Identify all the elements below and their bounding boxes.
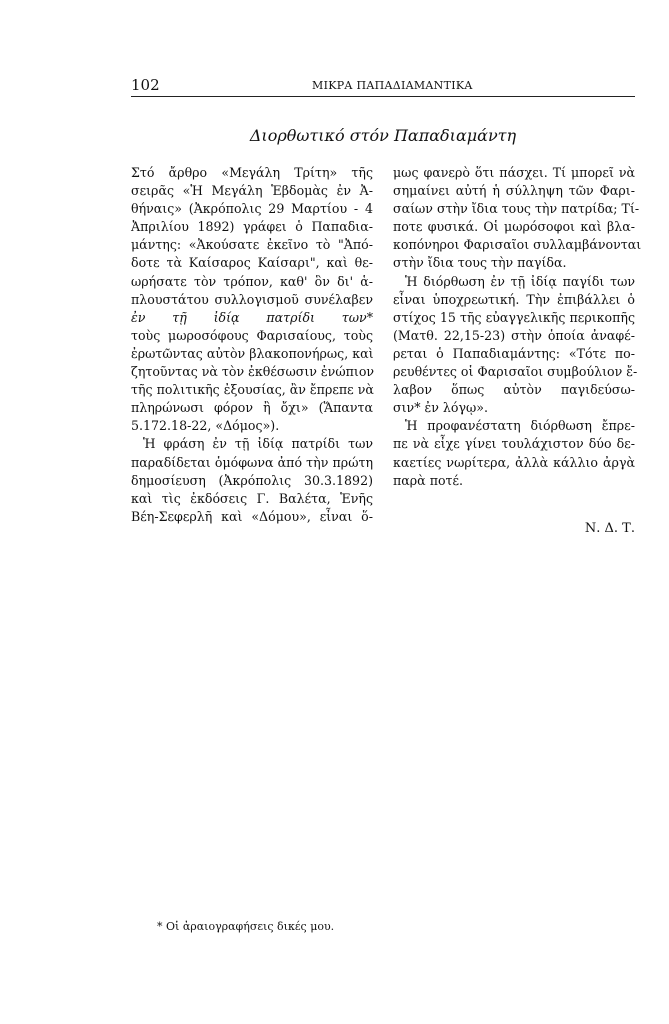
text-line: ρευθέντες οἱ Φαρισαῖοι συμβούλιον ἔ- xyxy=(393,364,638,380)
text-line: Ἡ φράση ἐν τῇ ἰδίᾳ πατρίδι των xyxy=(143,436,373,452)
text-line: πε νὰ εἶχε γίνει τουλάχιστον δύο δε- xyxy=(393,436,635,452)
text-line: τῆς πολιτικῆς ἐξουσίας, ἂν ἔπρεπε νὰ xyxy=(131,382,374,398)
text-line: Βέη-Σεφερλῆ καὶ «Δόμου», εἶναι ὅ- xyxy=(131,508,373,524)
text-line: δοτε τὰ Καίσαρος Καίσαρι", καὶ θε- xyxy=(131,255,373,271)
right-column xyxy=(393,164,642,490)
text-line: σημαίνει αὐτή ἡ σύλληψη τῶν Φαρι- xyxy=(393,183,635,199)
text-line: ἐν τῇ ἰδίᾳ πατρίδι των* xyxy=(131,309,373,325)
text-line: (Ματθ. 22,15-23) στὴν ὁποία ἀναφέ- xyxy=(393,327,635,343)
page-number: 102 xyxy=(131,76,160,94)
text-line: καὶ τὶς ἐκδόσεις Γ. Βαλέτα, Ἑνῆς xyxy=(131,490,373,506)
text-line: Ἀπριλίου 1892) γράφει ὁ Παπαδια- xyxy=(131,219,373,235)
text-line: τοὺς μωροσόφους Φαρισαίους, τοὺς xyxy=(131,327,373,343)
text-line: Ἡ προφανέστατη διόρθωση ἔπρε- xyxy=(405,418,635,434)
left-column xyxy=(131,164,373,526)
text-line: πλουστάτου συλλογισμοῦ συνέλαβεν xyxy=(131,291,373,307)
text-line: λαβον ὅπως αὐτὸν παγιδεύσω- xyxy=(393,382,635,398)
text-line: σιν* ἐν λόγῳ». xyxy=(393,400,488,416)
running-title: ΜΙΚΡΑ ΠΑΠΑΔΙΑΜΑΝΤΙΚΑ xyxy=(312,79,473,92)
text-line: ωρήσατε τὸν τρόπον, καθ' ὃν δι' ἁ- xyxy=(131,273,373,289)
text-line: θήναις» (Ἀκρόπολις 29 Μαρτίου - 4 xyxy=(131,201,373,217)
text-line: σειρᾶς «Ἡ Μεγάλη Ἑβδομὰς ἐν Ἀ- xyxy=(131,183,373,199)
text-line: κοπόνηροι Φαρισαῖοι συλλαμβάνονται xyxy=(393,237,642,253)
text-line: καετίες νωρίτερα, ἀλλὰ κάλλιο ἀργὰ xyxy=(393,454,635,470)
signature: Ν. Δ. Τ. xyxy=(584,521,635,536)
footnote: * Οἱ ἀραιογραφήσεις δικές μου. xyxy=(157,920,335,933)
header-rule xyxy=(131,96,635,97)
text-line: μως φανερὸ ὅτι πάσχει. Τί μπορεῖ νὰ xyxy=(393,165,635,180)
text-line: παραδίδεται ὁμόφωνα ἀπό τὴν πρώτη xyxy=(131,454,373,470)
text-line: στίχος 15 τῆς εὐαγγελικῆς περικοπῆς xyxy=(393,309,635,325)
text-line: μάντης: «Ἀκούσατε ἐκεῖνο τὸ "Ἀπό- xyxy=(131,237,373,253)
text-line: σαίων στὴν ἴδια τους τὴν πατρίδα; Τί- xyxy=(393,201,640,217)
text-line: πληρώνωσι φόρον ἢ ὄχι» (Ἅπαντα xyxy=(131,400,373,416)
text-line: ζητοῦντας νὰ τὸν ἐκθέσωσιν ἐνώπιον xyxy=(131,364,375,380)
text-line: ποτε φυσικά. Οἱ μωρόσοφοι καὶ βλα- xyxy=(393,219,635,235)
text-line: δημοσίευση (Ἀκρόπολις 30.3.1892) xyxy=(131,472,373,488)
article-title: Διορθωτικό στόν Παπαδιαμάντη xyxy=(249,126,517,145)
text-line: εἶναι ὑποχρεωτική. Τὴν ἐπιβάλλει ὁ xyxy=(393,291,635,307)
text-line: Ἡ διόρθωση ἐν τῇ ἰδίᾳ παγίδι των xyxy=(405,273,635,289)
text-line: ἐρωτῶντας αὐτὸν βλακοπονήρως, καὶ xyxy=(131,345,374,361)
text-line: ρεται ὁ Παπαδιαμάντης: «Τότε πο- xyxy=(393,345,635,361)
text-line: 5.172.18-22, «Δόμος»). xyxy=(131,418,280,434)
text-line: παρὰ ποτέ. xyxy=(393,472,464,488)
text-line: Στό ἄρθρο «Μεγάλη Τρίτη» τῆς xyxy=(131,165,373,180)
text-line: στὴν ἴδια τους τὴν παγίδα. xyxy=(393,255,567,271)
